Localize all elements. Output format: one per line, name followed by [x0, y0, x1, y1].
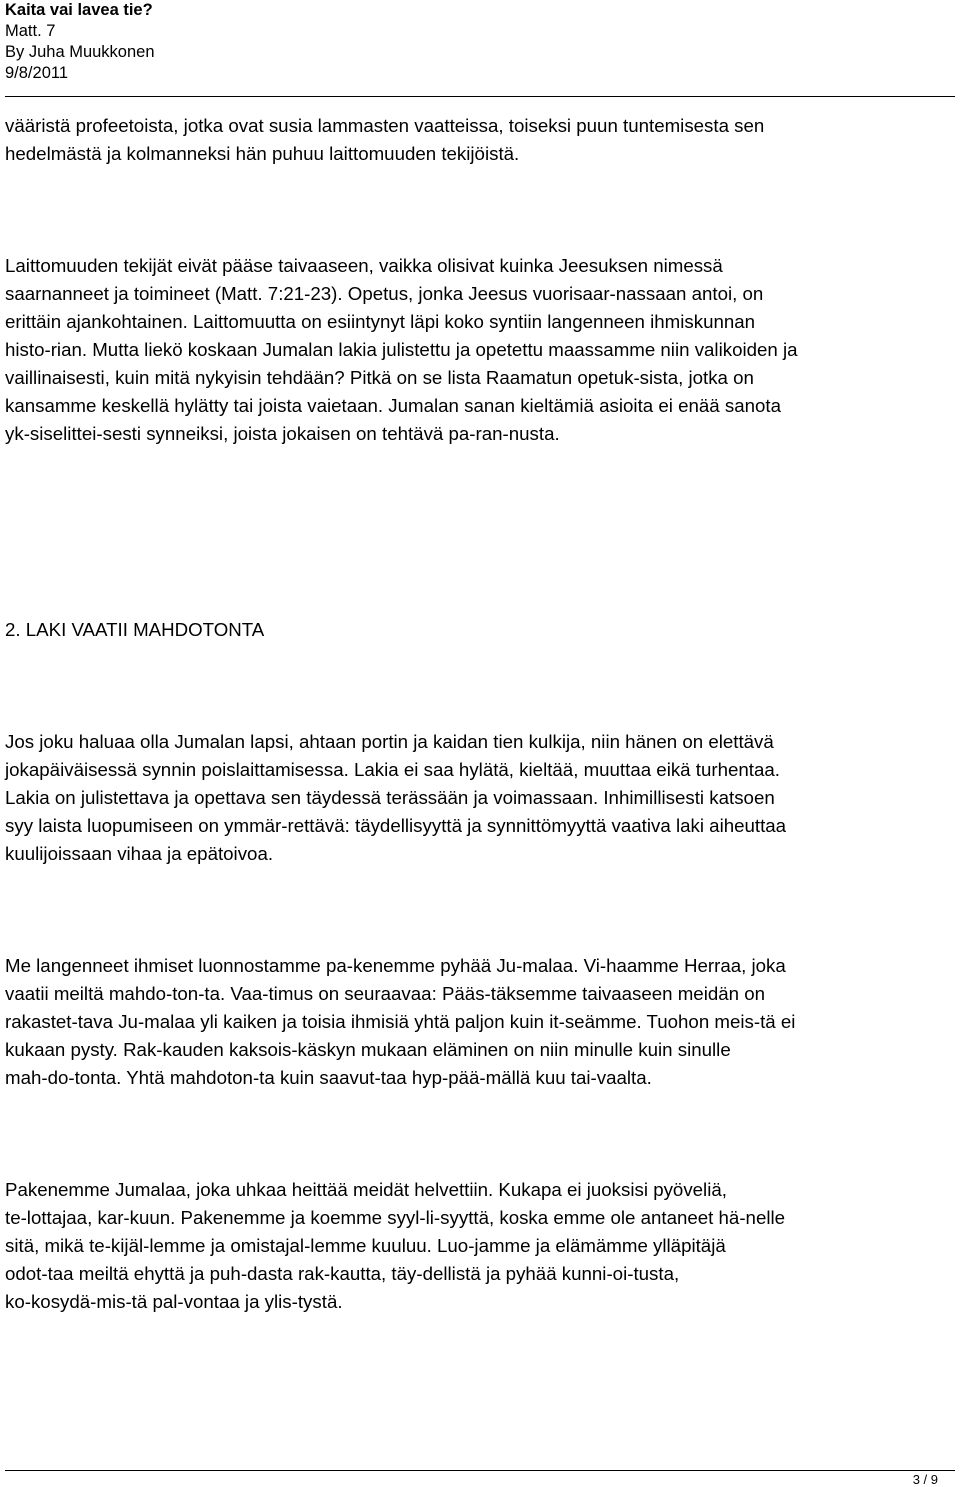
document-title: Kaita vai lavea tie? [5, 1, 153, 19]
paragraph-lawlessness: Laittomuuden tekijät eivät pääse taivaaseen, vaikka olisivat kuinka Jeesuksen nimessä saarnanneet ja toimineet (Matt. 7:21-23). Opetus, jonka Jeesus vuorisaar-nassaan antoi, on erittäin ajankohtainen. Laittomuutta on esiintynyt läpi koko syntiin langenneen ihmiskunnan histo-rian. Mutta liekö koskaan Jumalan lakia julistettu ja opetettu maassamme niin valikoiden ja vaillinaisesti, kuin mitä nykyisin tehdään? Pitkä on se lista Raamatun opetuk-sista, jotka on kansamme keskellä hylätty tai joista vaietaan. Jumalan sanan kieltämiä asioita ei enää sanota yk-siselittei-sesti synneiksi, joista jokaisen on tehtävä pa-ran-nusta. [5, 255, 798, 444]
author-byline: By Juha Muukkonen [5, 43, 155, 61]
header-divider [5, 96, 955, 97]
publish-date: 9/8/2011 [5, 64, 69, 82]
document-header [5, 0, 955, 84]
scripture-reference: Matt. 7 [5, 22, 56, 40]
paragraph-fleeing-god: Pakenemme Jumalaa, joka uhkaa heittää meidät helvettiin. Kukapa ei juoksisi pyöveliä, te-lottajaa, kar-kuun. Pakenemme ja koemme syyl-li-syyttä, koska emme ole antaneet hä-nelle sitä, mikä te-kijäl-lemme ja omistajal-lemme kuuluu. Luo-jamme ja elämämme ylläpitäjä odot-taa meiltä ehyttä ja puh-dasta rak-kautta, täy-dellistä ja pyhää kunni-oi-tusta, ko-kosydä-mis-tä pal-vontaa ja ylis-tystä. [5, 1179, 786, 1312]
footer-divider [5, 1470, 955, 1471]
section-heading: 2. LAKI VAATII MAHDOTONTA [5, 619, 265, 640]
paragraph-child-of-god: Jos joku haluaa olla Jumalan lapsi, ahtaan portin ja kaidan tien kulkija, niin hänen on elettävä jokapäiväisessä synnin poislaittamisessa. Lakia ei saa hylätä, kieltää, muuttaa eikä turhentaa. Lakia on julistettava ja opettava sen täydessä terässään ja voimassaan. Inhimillisesti katsoen syy laista luopumiseen on ymmär-rettävä: täydellisyyttä ja synnittömyyttä vaativa laki aiheuttaa kuulijoissaan vihaa ja epätoivoa. [5, 731, 787, 864]
paragraph-fallen-humans: Me langenneet ihmiset luonnostamme pa-kenemme pyhää Ju-malaa. Vi-haamme Herraa, joka vaatii meiltä mahdo-ton-ta. Vaa-timus on seuraavaa: Pääs-täksemme taivaaseen meidän on rakastet-tava Ju-malaa yli kaiken ja toisia ihmisiä yhtä paljon kuin it-seämme. Tuohon meis-tä ei kukaan pysty. Rak-kauden kaksois-käskyn mukaan eläminen on niin minulle kuin sinulle mah-do-tonta. Yhtä mahdoton-ta kuin saavut-taa hyp-pää-mällä kuu tai-vaalta. [5, 955, 796, 1088]
paragraph-false-prophets: vääristä profeetoista, jotka ovat susia lammasten vaatteissa, toiseksi puun tuntemisesta sen hedelmästä ja kolmanneksi hän puhuu laittomuuden tekijöistä. [5, 115, 765, 164]
article-body [5, 112, 957, 1316]
page-number: 3 / 9 [912, 1472, 938, 1487]
